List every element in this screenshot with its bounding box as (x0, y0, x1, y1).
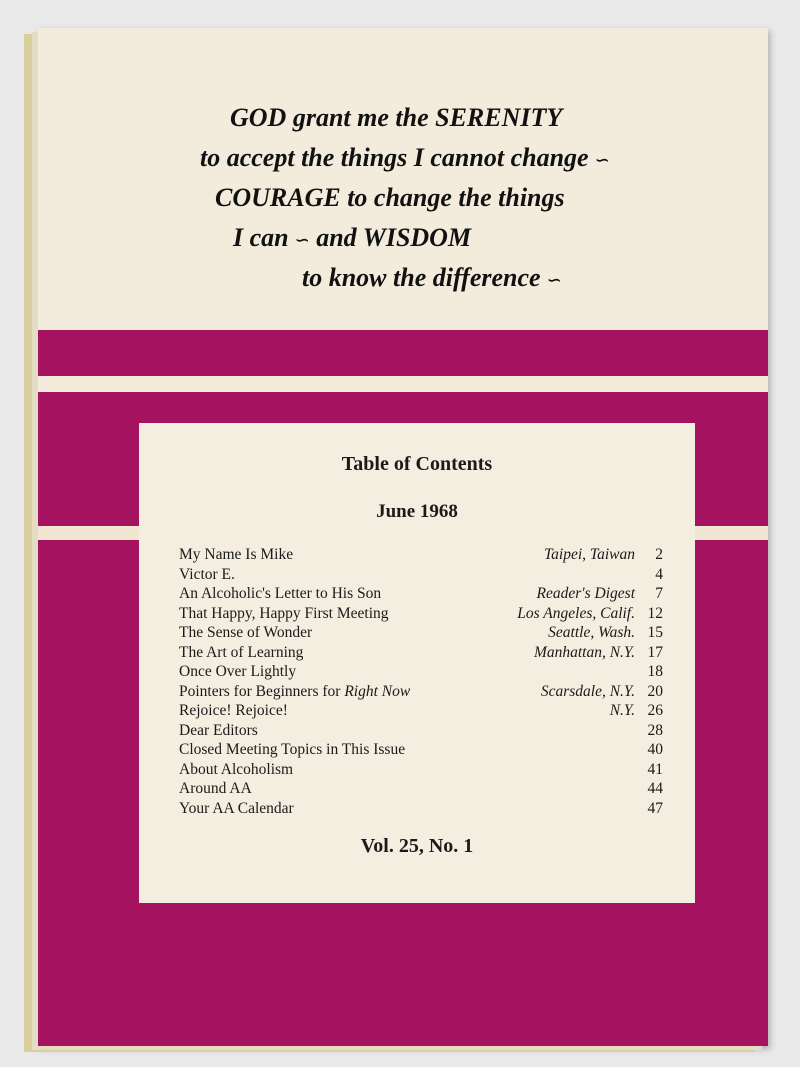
prayer-line-1: GOD grant me the SERENITY (230, 103, 563, 132)
magazine-back-cover (38, 28, 768, 1046)
entry-title: Around AA (179, 780, 252, 797)
prayer-line-5: to know the difference ∽ (302, 263, 562, 292)
entry-location: Seattle, Wash. (548, 624, 635, 641)
entry-title: That Happy, Happy First Meeting (179, 604, 389, 622)
prayer-line-2: to accept the things I cannot change ∽ (200, 143, 610, 172)
entry-location: Manhattan, N.Y. (533, 643, 635, 661)
toc-entries (179, 545, 663, 818)
toc-entry (179, 643, 663, 663)
entry-title: Dear Editors (179, 721, 258, 739)
toc-entry (179, 604, 663, 624)
entry-title: Closed Meeting Topics in This Issue (179, 741, 406, 758)
toc-entry (179, 701, 663, 721)
entry-page-number: 2 (655, 546, 663, 563)
volume-number: Vol. 25, No. 1 (360, 835, 474, 857)
toc-entry (179, 779, 663, 799)
toc-entry (179, 760, 663, 780)
toc-entry (179, 623, 663, 643)
entry-title: Your AA Calendar (179, 799, 294, 817)
entry-title: An Alcoholic's Letter to His Son (179, 585, 382, 602)
prayer-line-4: I can ∽ and WISDOM (233, 223, 472, 252)
entry-page-number: 4 (655, 565, 663, 583)
entry-location: Reader's Digest (536, 585, 635, 602)
entry-title: Pointers for Beginners for Right Now (179, 682, 411, 700)
entry-page-number: 15 (647, 624, 663, 641)
ornament-icon: ∽ (594, 150, 610, 170)
entry-title: Rejoice! Rejoice! (179, 702, 288, 719)
entry-location: Los Angeles, Calif. (517, 604, 635, 622)
entry-page-number: 44 (647, 780, 663, 797)
entry-location: N.Y. (609, 702, 635, 719)
toc-entry (179, 545, 663, 565)
entry-title: Victor E. (179, 565, 235, 583)
entry-page-number: 40 (647, 741, 663, 758)
entry-page-number: 28 (647, 721, 663, 739)
entry-location: Scarsdale, N.Y. (540, 682, 635, 700)
toc-entry (179, 740, 663, 760)
entry-page-number: 17 (647, 643, 663, 661)
entry-page-number: 26 (647, 702, 663, 719)
entry-title: My Name Is Mike (179, 546, 294, 563)
toc-entry (179, 584, 663, 604)
entry-title: About Alcoholism (179, 760, 294, 778)
entry-location: Taipei, Taiwan (543, 546, 635, 563)
entry-page-number: 41 (647, 760, 663, 778)
entry-page-number: 12 (647, 604, 663, 622)
entry-page-number: 20 (647, 682, 663, 700)
toc-entry (179, 682, 663, 702)
entry-title: Once Over Lightly (179, 663, 297, 680)
toc-entry (179, 565, 663, 585)
prayer-line-3: COURAGE to change the things (215, 183, 565, 212)
entry-title: The Art of Learning (179, 643, 304, 661)
toc-entry (179, 662, 663, 682)
ornament-icon: ∽ (294, 230, 310, 250)
issue-date: June 1968 (376, 501, 458, 522)
entry-page-number: 18 (647, 663, 663, 680)
entry-page-number: 7 (655, 585, 663, 602)
entry-title: The Sense of Wonder (179, 624, 313, 641)
ornament-icon: ∽ (546, 270, 562, 290)
toc-entry (179, 721, 663, 741)
table-of-contents (139, 423, 695, 903)
toc-entry (179, 799, 663, 819)
magenta-band-top (38, 330, 768, 376)
entry-page-number: 47 (647, 799, 663, 817)
toc-title: Table of Contents (341, 453, 493, 475)
